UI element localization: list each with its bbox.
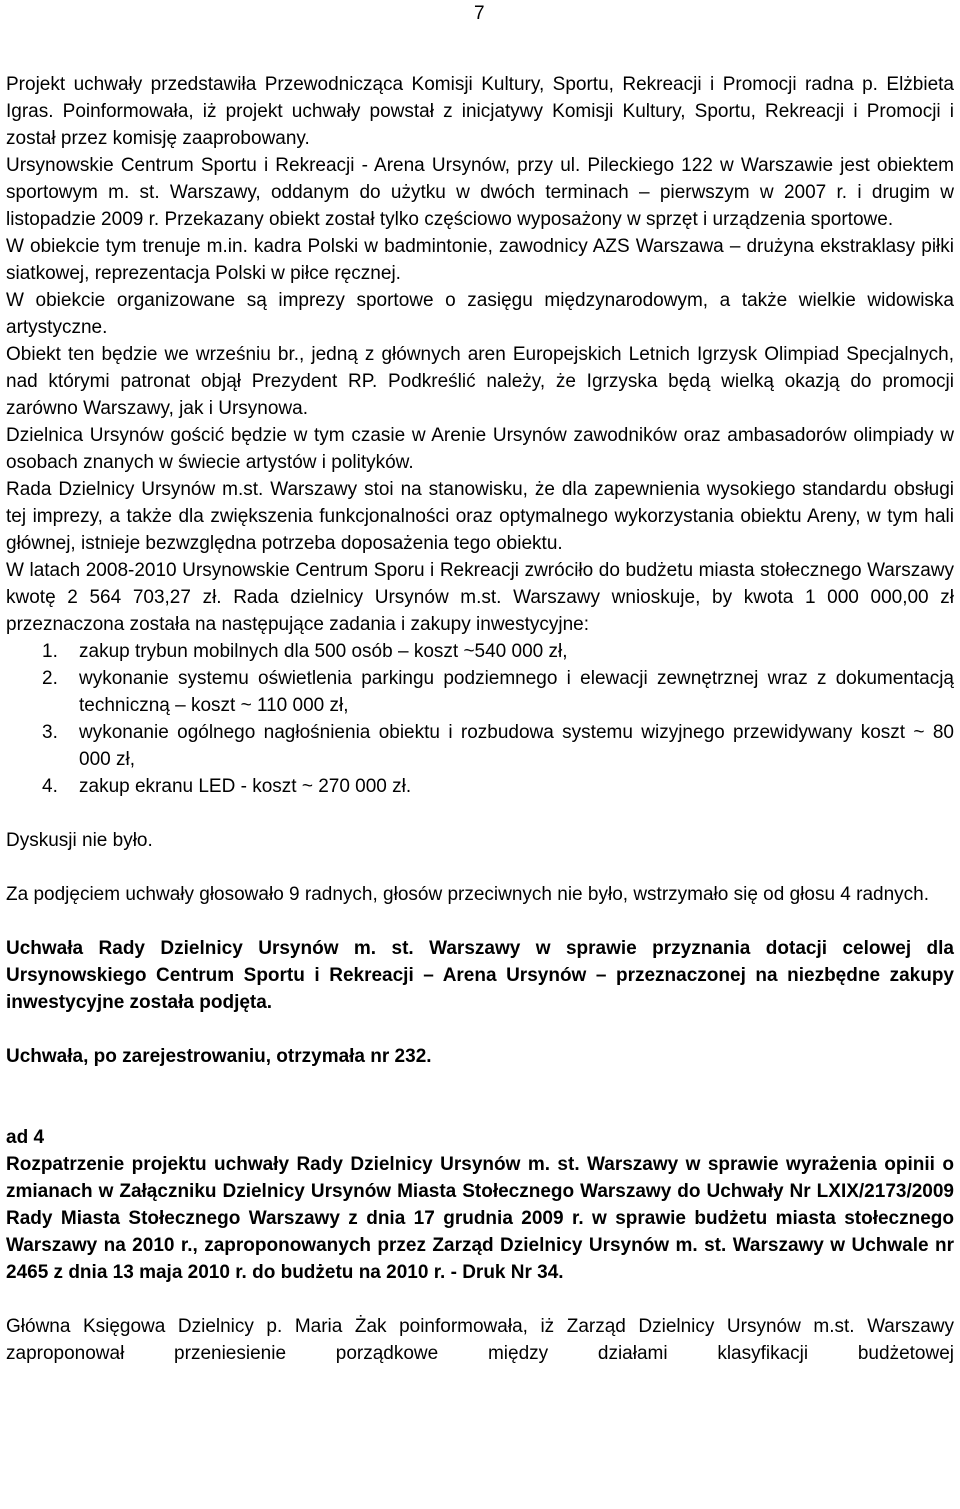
- document-body: [6, 71, 954, 1367]
- agenda-item-title: Rozpatrzenie projektu uchwały Rady Dzielnicy Ursynów m. st. Warszawy w sprawie wyrażenia opinii o zmianach w Załączniku Dzielnicy Ursynów Miasta Stołecznego Warszawy do Uchwały Nr LXIX/2173/2009 Rady Miasta Stołecznego Warszawy z dnia 17 grudnia 2009 r. w sprawie budżetu miasta stołecznego Warszawy na 2010 r., zaproponowanych przez Zarząd Dzielnicy Ursynów m. st. Warszawy w Uchwale nr 2465 z dnia 13 maja 2010 r. do budżetu na 2010 r. - Druk Nr 34.: [6, 1154, 954, 1283]
- paragraph-events: W obiekcie organizowane są imprezy sportowe o zasięgu międzynarodowym, a także wielkie widowiska artystyczne.: [6, 290, 954, 338]
- list-item: [6, 773, 954, 800]
- paragraph-council-position: Rada Dzielnicy Ursynów m.st. Warszawy stoi na stanowisku, że dla zapewnienia wysokiego standardu obsługi tej imprezy, a także dla zwiększenia funkcjonalności oraz optymalnego wykorzystania obiektu Areny, w tym hali głównej, istnieje bezwzględna potrzeba doposażenia tego obiektu.: [6, 479, 954, 554]
- list-item-number: 2.: [42, 668, 58, 689]
- list-item-text: zakup trybun mobilnych dla 500 osób – koszt ~540 000 zł,: [79, 641, 568, 662]
- paragraph-training: W obiekcie tym trenuje m.in. kadra Polski w badmintonie, zawodnicy AZS Warszawa – drużyna ekstraklasy piłki siatkowej, reprezentacja Polski w piłce ręcznej.: [6, 236, 954, 284]
- paragraph-project-intro: Projekt uchwały przedstawiła Przewodnicząca Komisji Kultury, Sportu, Rekreacji i Promocji radna p. Elżbieta Igras. Poinformowała, iż projekt uchwały powstał z inicjatywy Komisji Kultury, Sportu, Rekreacji i Promocji i został przez komisję zaaprobowany.: [6, 74, 954, 149]
- investment-list: [6, 638, 954, 800]
- list-item-text: zakup ekranu LED - koszt ~ 270 000 zł.: [79, 776, 412, 797]
- list-item-text: wykonanie ogólnego nagłośnienia obiektu i rozbudowa systemu wizyjnego przewidywany koszt ~ 80 000 zł,: [79, 722, 954, 770]
- list-item: [6, 719, 954, 773]
- list-item-number: 1.: [42, 641, 58, 662]
- page-number: 7: [474, 3, 485, 24]
- paragraph-budget-request: W latach 2008-2010 Ursynowskie Centrum Sporu i Rekreacji zwróciło do budżetu miasta stołecznego Warszawy kwotę 2 564 703,27 zł. Rada dzielnicy Ursynów m.st. Warszawy wnioskuje, by kwota 1 000 000,00 zł przeznaczona została na następujące zadania i zakupy inwestycyjne:: [6, 560, 954, 635]
- list-item: [6, 638, 954, 665]
- list-item-text: wykonanie systemu oświetlenia parkingu podziemnego i elewacji zewnętrznej wraz z dokumentacją techniczną – koszt ~ 110 000 zł,: [79, 668, 954, 716]
- paragraph-special-olympics: Obiekt ten będzie we wrześniu br., jedną z głównych aren Europejskich Letnich Igrzysk Olimpiad Specjalnych, nad którymi patronat objął Prezydent RP. Podkreślić należy, że Igrzyska będą wielką okazją do promocji zarówno Warszawy, jak i Ursynowa.: [6, 344, 954, 419]
- paragraph-resolution: Uchwała Rady Dzielnicy Ursynów m. st. Warszawy w sprawie przyznania dotacji celowej dla Ursynowskiego Centrum Sportu i Rekreacji – Arena Ursynów – przeznaczonej na niezbędne zakupy inwestycyjne została podjęta.: [6, 938, 954, 1013]
- list-item-number: 4.: [42, 776, 58, 797]
- paragraph-vote: Za podjęciem uchwały głosowało 9 radnych, głosów przeciwnych nie było, wstrzymało się od głosu 4 radnych.: [6, 884, 930, 905]
- agenda-item-heading: ad 4: [6, 1127, 45, 1148]
- paragraph-guests: Dzielnica Ursynów gościć będzie w tym czasie w Arenie Ursynów zawodników oraz ambasadorów olimpiady w osobach znanych w świecie artystów i polityków.: [6, 425, 954, 473]
- paragraph-discussion: Dyskusji nie było.: [6, 830, 153, 851]
- paragraph-registered: Uchwała, po zarejestrowaniu, otrzymała nr 232.: [6, 1046, 432, 1067]
- list-item-number: 3.: [42, 722, 58, 743]
- paragraph-arena-description: Ursynowskie Centrum Sportu i Rekreacji - Arena Ursynów, przy ul. Pileckiego 122 w Warszawie jest obiektem sportowym m. st. Warszawy, oddanym do użytku w dwóch terminach – pierwszym w 2007 r. i drugim w listopadzie 2009 r. Przekazany obiekt został tylko częściowo wyposażony w sprzęt i urządzenia sportowe.: [6, 155, 954, 230]
- paragraph-accountant: Główna Księgowa Dzielnicy p. Maria Żak poinformowała, iż Zarząd Dzielnicy Ursynów m.st. Warszawy zaproponował przeniesienie porządkowe między działami klasyfikacji budżetowej: [6, 1316, 954, 1364]
- list-item: [6, 665, 954, 719]
